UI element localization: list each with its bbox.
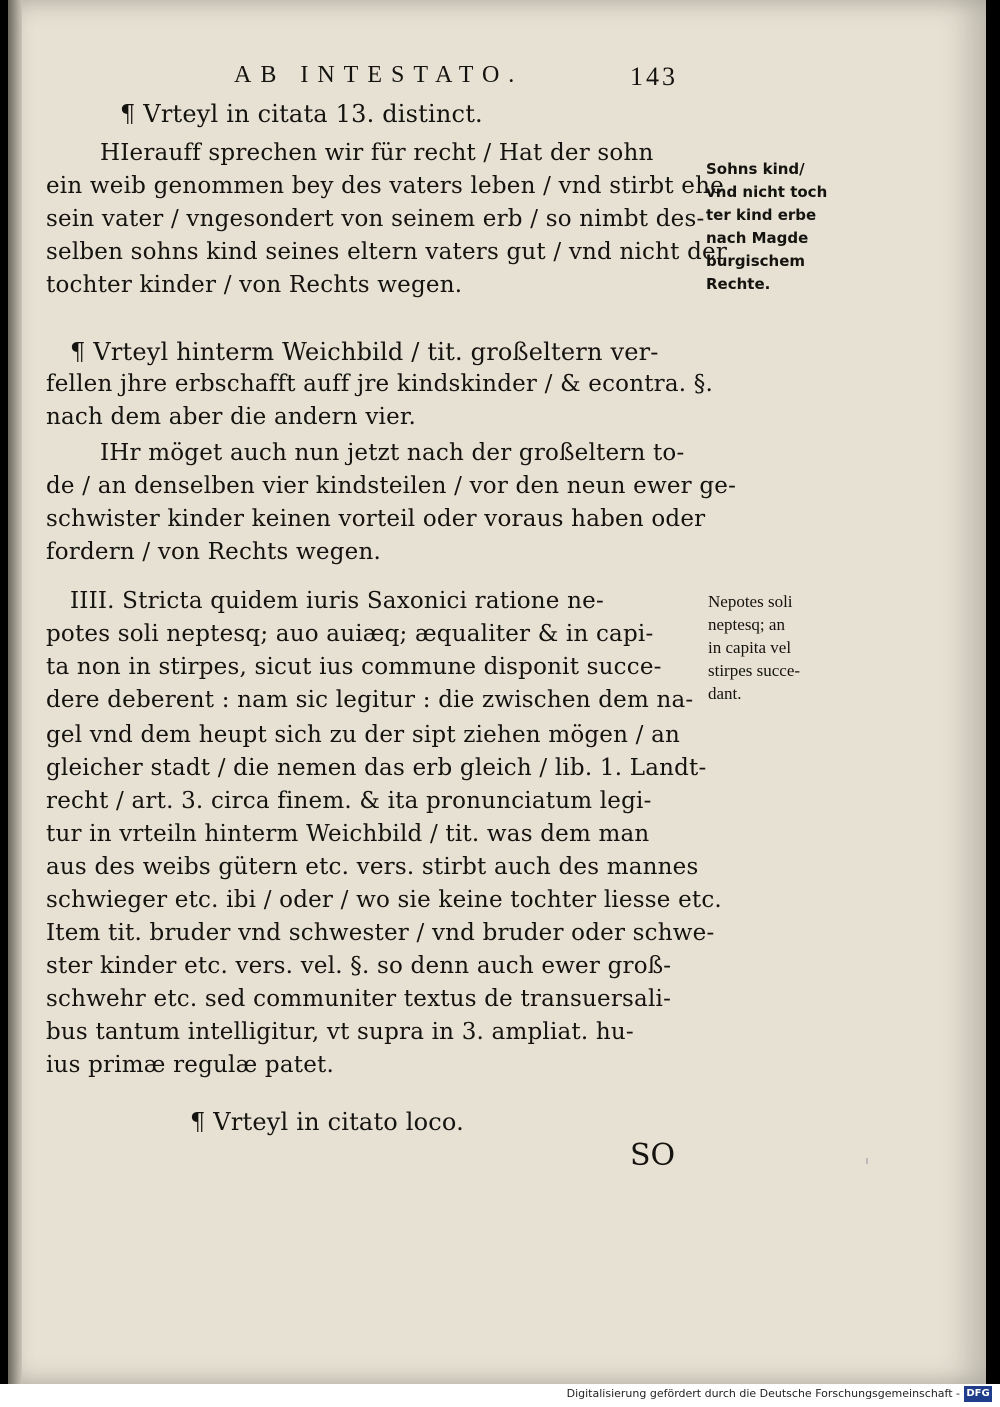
- text-line: ein weib genommen bey des vaters leben / vnd stirbt ehe: [46, 173, 724, 199]
- rubric-line: ¶ Vrteyl in citato loco.: [190, 1108, 464, 1136]
- text-line: selben sohns kind seines eltern vaters gut / vnd nicht der: [46, 239, 728, 265]
- footer-bar: [0, 1384, 1000, 1407]
- text-line: fellen jhre erbschafft auff jre kindskinder / & econtra. §.: [46, 371, 714, 397]
- marginal-note-line: in capita vel: [708, 638, 792, 657]
- text-line: schwehr etc. sed communiter textus de transuersali-: [46, 986, 672, 1012]
- text-line: dere deberent : nam sic legitur : die zwischen dem na-: [46, 687, 694, 713]
- text-line: IIII. Stricta quidem iuris Saxonici ratione ne-: [70, 588, 604, 614]
- text-line: IHr möget auch nun jetzt nach der großeltern to-: [100, 440, 685, 466]
- text-line: bus tantum intelligitur, vt supra in 3. ampliat. hu-: [46, 1019, 634, 1045]
- text-line: tochter kinder / von Rechts wegen.: [46, 272, 463, 298]
- text-line: aus des weibs gütern etc. vers. stirbt auch des mannes: [46, 854, 699, 880]
- text-line: schwieger etc. ibi / oder / wo sie keine tochter liesse etc.: [46, 887, 722, 913]
- marginal-note-line: nach Magde: [706, 229, 809, 247]
- text-line: nach dem aber die andern vier.: [46, 404, 417, 430]
- text-line: ster kinder etc. vers. vel. §. so denn auch ewer groß-: [46, 953, 672, 979]
- text-line: sein vater / vngesondert von seinem erb / so nimbt des-: [46, 206, 705, 232]
- text-line: de / an denselben vier kindsteilen / vor den neun ewer ge-: [46, 473, 737, 499]
- text-line: ta non in stirpes, sicut ius commune disponit succe-: [46, 654, 662, 680]
- marginal-note-line: Nepotes soli: [708, 592, 793, 611]
- text-line: tur in vrteiln hinterm Weichbild / tit. was dem man: [46, 821, 650, 847]
- book-page: [8, 0, 986, 1384]
- rubric-line: ¶ Vrteyl hinterm Weichbild / tit. großeltern ver-: [70, 338, 659, 366]
- marginal-note-line: ter kind erbe: [706, 206, 817, 224]
- text-line: Item tit. bruder vnd schwester / vnd bruder oder schwe-: [46, 920, 715, 946]
- marginal-note-line: vnd nicht toch: [706, 183, 828, 201]
- text-line: gel vnd dem heupt sich zu der sipt ziehen mögen / an: [46, 722, 681, 748]
- text-line: schwister kinder keinen vorteil oder voraus haben oder: [46, 506, 706, 532]
- text-line: fordern / von Rechts wegen.: [46, 539, 381, 565]
- page-gutter-shadow: [8, 0, 22, 1384]
- marginal-note-line: Rechte.: [706, 275, 771, 293]
- paper-mark: [866, 1158, 868, 1164]
- marginal-note-line: stirpes succe-: [708, 661, 801, 680]
- text-line: gleicher stadt / die nemen das erb gleich / lib. 1. Landt-: [46, 755, 707, 781]
- dfg-logo: DFG: [964, 1386, 992, 1402]
- rubric-line: ¶ Vrteyl in citata 13. distinct.: [120, 100, 483, 128]
- marginal-note-line: neptesq; an: [708, 615, 785, 634]
- marginal-note-line: dant.: [708, 684, 742, 703]
- marginal-note-line: burgischem: [706, 252, 805, 270]
- running-title: AB INTESTATO.: [234, 62, 524, 88]
- page-number: 143: [630, 62, 678, 91]
- text-line: HIerauff sprechen wir für recht / Hat der sohn: [100, 140, 654, 166]
- catchword: SO: [630, 1138, 676, 1173]
- text-line: ius primæ regulæ patet.: [46, 1052, 334, 1078]
- marginal-note-line: Sohns kind/: [706, 160, 805, 178]
- text-line: recht / art. 3. circa finem. & ita pronunciatum legi-: [46, 788, 652, 814]
- text-line: potes soli neptesq; auo auiæq; æqualiter & in capi-: [46, 621, 654, 647]
- funding-credit: Digitalisierung gefördert durch die Deutsche Forschungsgemeinschaft -: [566, 1387, 960, 1400]
